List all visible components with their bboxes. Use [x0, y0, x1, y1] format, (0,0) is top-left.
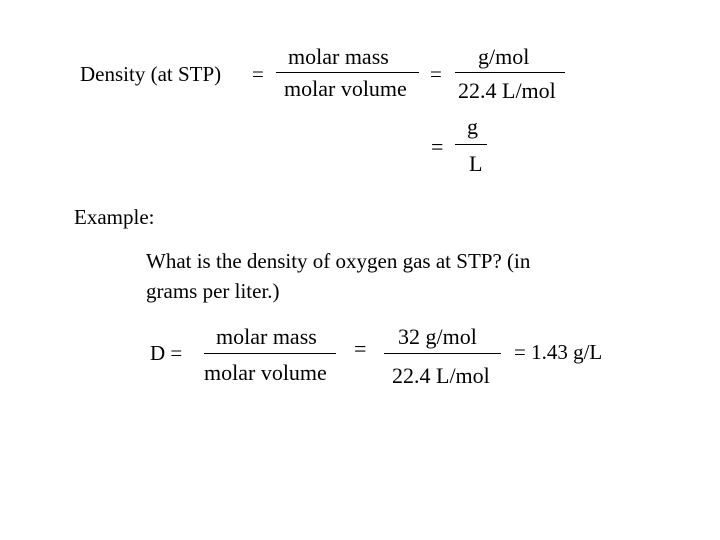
- question-text: What is the density of oxygen gas at STP? (in: [146, 249, 531, 273]
- fraction-bar: [204, 353, 336, 354]
- result-text: = 1.43 g/L: [514, 340, 603, 364]
- fraction-numerator: 32 g/mol: [398, 324, 477, 349]
- fraction-denominator: 22.4 L/mol: [458, 78, 556, 103]
- fraction-numerator: g: [467, 114, 478, 139]
- fraction-bar: [276, 72, 419, 73]
- fraction-numerator: molar mass: [288, 44, 389, 69]
- equals-sign: =: [430, 62, 442, 86]
- fraction-bar: [384, 353, 501, 354]
- fraction-denominator: 22.4 L/mol: [392, 363, 490, 388]
- equals-sign: =: [431, 134, 444, 159]
- fraction-denominator: L: [469, 151, 483, 176]
- density-label: Density (at STP): [80, 62, 222, 86]
- fraction-numerator: molar mass: [216, 324, 317, 349]
- fraction-bar: [455, 72, 565, 73]
- fraction-bar: [455, 144, 487, 145]
- equals-sign: =: [354, 336, 367, 361]
- fraction-numerator: g/mol: [478, 44, 530, 69]
- fraction-denominator: molar volume: [284, 76, 407, 101]
- equals-sign: =: [252, 62, 264, 86]
- fraction-denominator: molar volume: [204, 360, 327, 385]
- question-text: grams per liter.): [146, 279, 280, 303]
- density-symbol: D =: [150, 341, 183, 365]
- example-heading: Example:: [74, 205, 155, 229]
